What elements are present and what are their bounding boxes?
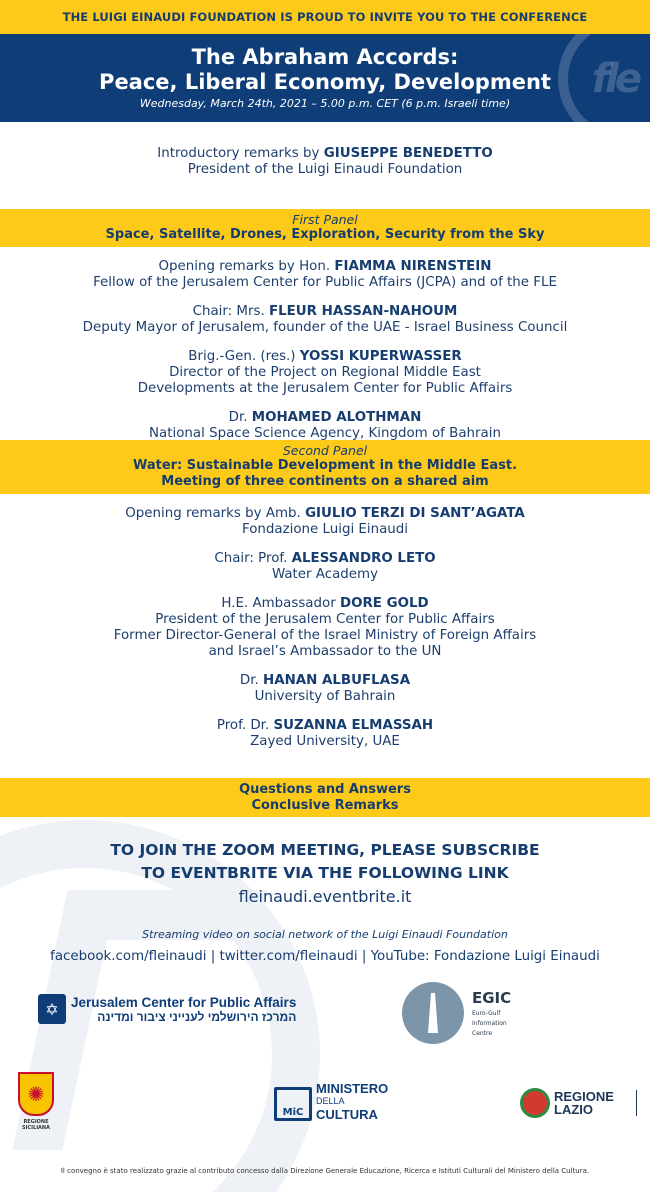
speaker-role: Zayed University, UAE [250, 734, 400, 749]
speaker-prefix: H.E. Ambassador [221, 596, 340, 611]
conference-date: Wednesday, March 24th, 2021 – 5.00 p.m. CET (6 p.m. Israeli time) [139, 97, 511, 110]
speaker-role: Fondazione Luigi Einaudi [241, 522, 409, 537]
speaker-entry [0, 673, 650, 705]
trinacria-icon: ✺ [18, 1072, 54, 1116]
conference-title-line2: Peace, Liberal Economy, Development [99, 70, 551, 94]
speaker-name: DORE GOLD [339, 596, 429, 611]
speaker-entry [0, 506, 650, 538]
speaker-prefix: Opening remarks by Amb. [125, 506, 306, 521]
panel2-speakers [0, 494, 650, 750]
fle-logo: fle [591, 56, 638, 102]
jcpa-logo [38, 994, 296, 1024]
qa-line1: Questions and Answers [239, 782, 411, 797]
egic-name: EGIC [472, 989, 512, 1007]
intro-section [0, 122, 650, 209]
speaker-entry [0, 718, 650, 750]
jcpa-name-english: Jerusalem Center for Public Affairs [71, 994, 297, 1010]
panel1-speakers [0, 247, 650, 440]
lazio-line1: REGIONE [554, 1089, 614, 1104]
speaker-name: FIAMMA NIRENSTEIN [334, 259, 492, 274]
mic-line2: DELLA [316, 1096, 345, 1106]
social-links[interactable]: facebook.com/fleinaudi | twitter.com/fleinaudi | YouTube: Fondazione Luigi Einaudi [50, 949, 600, 964]
egic-sub3: Centre [472, 1030, 493, 1037]
lighthouse-icon [402, 982, 464, 1044]
speaker-entry [0, 259, 650, 291]
speaker-name: YOSSI KUPERWASSER [299, 349, 462, 364]
qa-banner [0, 778, 650, 817]
conference-title-line1: The Abraham Accords: [191, 45, 459, 69]
panel1-title: Space, Satellite, Drones, Exploration, Security from the Sky [105, 227, 545, 242]
regione-siciliana-caption: REGIONE SICILIANA [22, 1119, 50, 1131]
regione-lazio-logo [520, 1088, 637, 1118]
mic-line1: MINISTERO [316, 1081, 389, 1096]
regione-siciliana-logo [16, 1072, 56, 1131]
lazio-emblem-icon [520, 1088, 550, 1118]
speaker-name: FLEUR HASSAN-NAHOUM [268, 304, 458, 319]
speaker-prefix: Prof. Dr. [216, 718, 274, 733]
speaker-name: ALESSANDRO LETO [291, 551, 436, 566]
speaker-prefix: Brig.-Gen. (res.) [188, 349, 300, 364]
speaker-role: Deputy Mayor of Jerusalem, founder of the UAE - Israel Business Council [82, 320, 568, 335]
top-invitation-banner: THE LUIGI EINAUDI FOUNDATION IS PROUD TO INVITE YOU TO THE CONFERENCE [0, 0, 650, 34]
zoom-instructions-line1: TO JOIN THE ZOOM MEETING, PLEASE SUBSCRIBE [110, 841, 540, 859]
speaker-entry [0, 349, 650, 397]
eventbrite-link[interactable]: fleinaudi.eventbrite.it [238, 887, 412, 906]
speaker-role: and Israel’s Ambassador to the UN [208, 644, 442, 659]
speaker-role: President of the Jerusalem Center for Public Affairs [155, 612, 495, 627]
egic-sub2: Information [472, 1020, 507, 1027]
speaker-role: Former Director-General of the Israel Ministry of Foreign Affairs [113, 628, 537, 643]
speaker-name: MOHAMED ALOTHMAN [251, 410, 422, 425]
ministero-cultura-logo [274, 1082, 388, 1121]
speaker-prefix: Chair: Prof. [214, 551, 292, 566]
intro-prefix: Introductory remarks by [157, 146, 324, 161]
panel2-title-line1: Water: Sustainable Development in the Middle East. [132, 458, 518, 473]
egic-logo [402, 982, 511, 1044]
speaker-role: University of Bahrain [254, 689, 396, 704]
speaker-name: SUZANNA ELMASSAH [273, 718, 434, 733]
speaker-prefix: Dr. [228, 410, 252, 425]
panel2-banner [0, 440, 650, 494]
speaker-prefix: Dr. [239, 673, 264, 688]
qa-line2: Conclusive Remarks [251, 798, 399, 813]
footer-credit: Il convegno è stato realizzato grazie al contributo concesso dalla Direzione Generale Educazione, Ricerca e Istituti Culturali del Ministero della Cultura. [60, 1167, 590, 1175]
speaker-role: Developments at the Jerusalem Center for Public Affairs [137, 381, 513, 396]
speaker-role: Director of the Project on Regional Middle East [169, 365, 481, 380]
lazio-line2: LAZIO [554, 1102, 593, 1117]
speaker-entry [0, 304, 650, 336]
speaker-role: National Space Science Agency, Kingdom of Bahrain [149, 426, 501, 441]
panel2-title-line2: Meeting of three continents on a shared aim [161, 474, 489, 489]
intro-speaker-name: GIUSEPPE BENEDETTO [323, 146, 493, 161]
conference-header [0, 34, 650, 122]
speaker-role: Fellow of the Jerusalem Center for Public Affairs (JCPA) and of the FLE [93, 275, 557, 290]
speaker-prefix: Opening remarks by Hon. [158, 259, 335, 274]
mic-mark: MiC [274, 1087, 312, 1121]
panel2-label: Second Panel [282, 443, 368, 458]
panel1-label: First Panel [292, 212, 358, 227]
mic-line3: CULTURA [316, 1107, 378, 1122]
speaker-entry [0, 410, 650, 442]
speaker-prefix: Chair: Mrs. [192, 304, 269, 319]
speaker-name: GIULIO TERZI DI SANT’AGATA [305, 506, 525, 521]
streaming-note: Streaming video on social network of the Luigi Einaudi Foundation [142, 928, 508, 941]
partner-logos-row2 [0, 1072, 650, 1138]
zoom-section [0, 817, 650, 906]
jcpa-name-hebrew: המרכז הירושלמי לענייני ציבור ומדינה [97, 1009, 297, 1024]
egic-sub1: Euro-Gulf [472, 1010, 501, 1017]
jcpa-emblem-icon: ✡ [38, 994, 66, 1024]
partner-logos-row1 [0, 982, 650, 1072]
speaker-entry [0, 596, 650, 660]
speaker-entry [0, 551, 650, 583]
zoom-instructions-line2: TO EVENTBRITE VIA THE FOLLOWING LINK [141, 864, 509, 882]
speaker-role: Water Academy [271, 567, 379, 582]
intro-speaker-role: President of the Luigi Einaudi Foundation [187, 162, 463, 177]
panel1-banner [0, 209, 650, 247]
speaker-name: HANAN ALBUFLASA [263, 673, 411, 688]
